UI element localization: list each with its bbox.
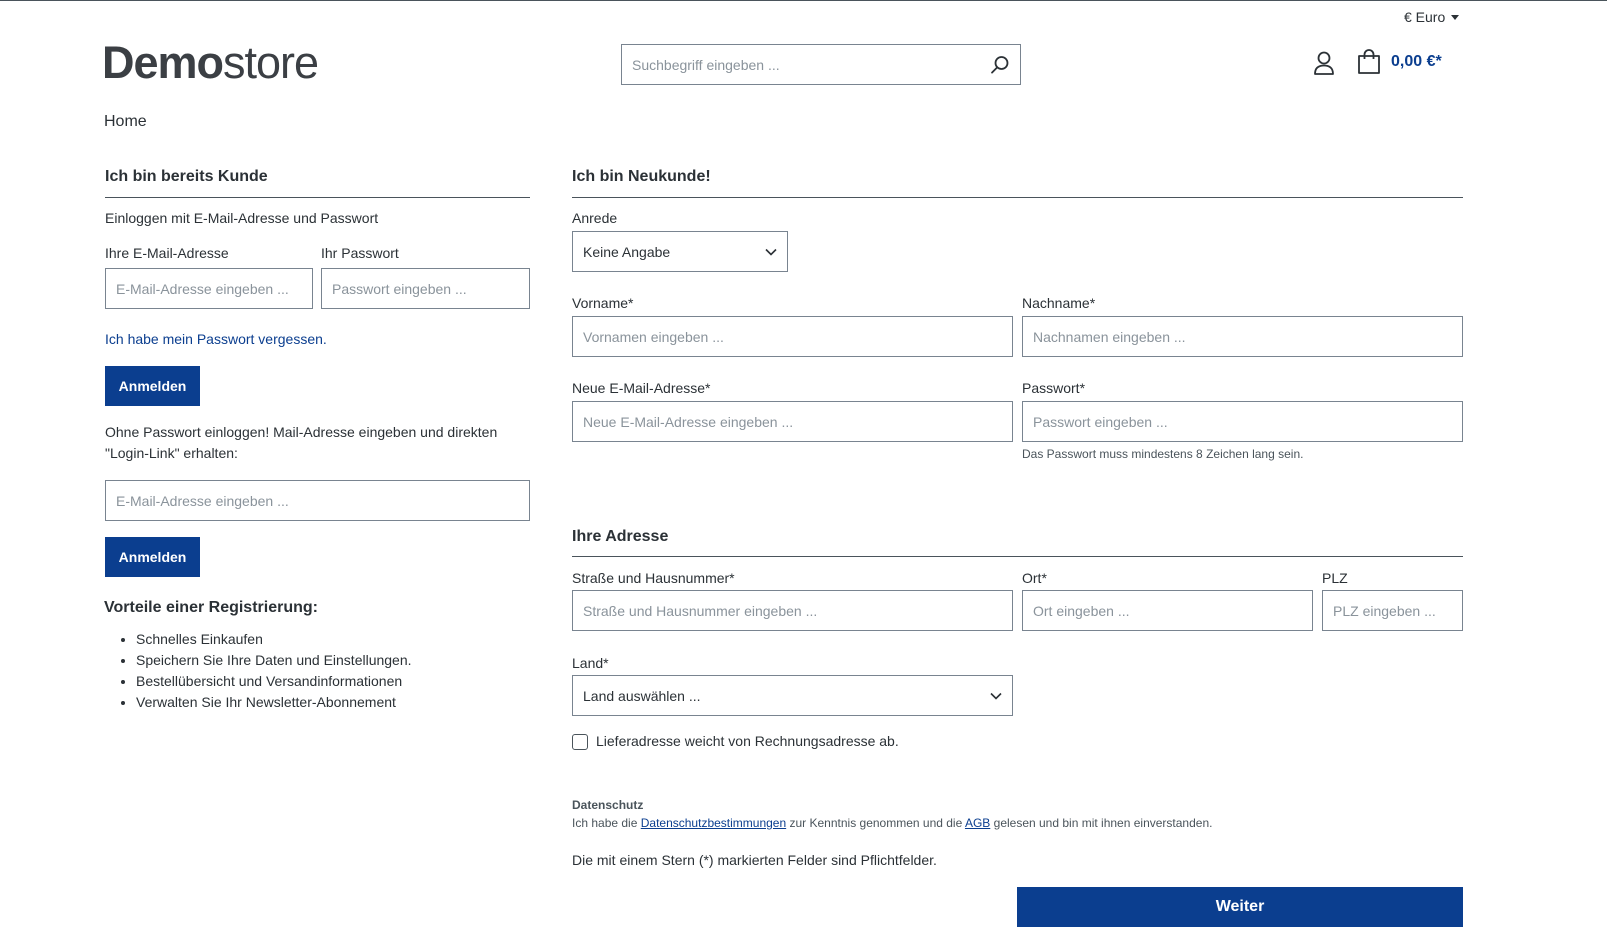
benefits-title: Vorteile einer Registrierung: [104, 599, 318, 616]
privacy-text-pre: Ich habe die [572, 816, 638, 830]
address-divider [572, 556, 1463, 557]
login-email-input[interactable] [105, 268, 313, 309]
login-divider [105, 197, 530, 198]
required-fields-note: Die mit einem Stern (*) markierten Felder sind Pflichtfelder. [572, 852, 937, 868]
privacy-text-post: gelesen und bin mit ihnen einverstanden. [993, 816, 1213, 830]
benefit-item: • Bestellübersicht und Versandinformationen [136, 671, 412, 692]
salutation-select[interactable] [572, 231, 788, 272]
register-password-input[interactable] [1022, 401, 1463, 442]
lastname-label: Nachname* [1022, 295, 1096, 311]
agb-link[interactable]: AGB [964, 816, 991, 830]
search-bar [621, 44, 1021, 85]
zip-input[interactable] [1322, 590, 1463, 631]
passwordless-email-input[interactable] [105, 480, 530, 521]
logo-light: store [223, 37, 319, 88]
privacy-title: Datenschutz [572, 798, 644, 812]
login-email-label: Ihre E-Mail-Adresse [105, 245, 229, 261]
login-intro: Einloggen mit E-Mail-Adresse und Passwort [105, 210, 379, 226]
register-submit-button[interactable]: Weiter [1017, 887, 1463, 927]
benefit-item: • Schnelles Einkaufen [136, 629, 412, 650]
breadcrumb-home[interactable]: Home [104, 113, 147, 130]
firstname-label: Vorname* [572, 295, 634, 311]
register-title: Ich bin Neukunde! [572, 168, 711, 185]
salutation-value: Keine Angabe [583, 243, 671, 260]
street-label: Straße und Hausnummer* [572, 570, 735, 586]
login-password-input[interactable] [321, 268, 530, 309]
login-submit-button[interactable]: Anmelden [105, 366, 200, 406]
currency-label: € Euro [1404, 9, 1446, 25]
city-input[interactable] [1022, 590, 1313, 631]
privacy-text-mid: zur Kenntnis genommen und die [789, 816, 963, 830]
cart-button[interactable] [1357, 49, 1442, 75]
shipping-address-option[interactable] [572, 731, 899, 752]
benefit-item: • Verwalten Sie Ihr Newsletter-Abonnement [136, 692, 412, 713]
country-select[interactable] [572, 675, 1013, 716]
search-icon [990, 55, 1010, 75]
firstname-input[interactable] [572, 316, 1013, 357]
country-value: Land auswählen ... [583, 687, 701, 704]
caret-down-icon [1451, 15, 1459, 20]
benefit-item: • Speichern Sie Ihre Daten und Einstellungen. [136, 650, 412, 671]
shipping-address-label[interactable]: Lieferadresse weicht von Rechnungsadresse ab. [596, 733, 899, 749]
lastname-input[interactable] [1022, 316, 1463, 357]
cart-total: 0,00 €* [1391, 53, 1442, 70]
zip-label: PLZ [1322, 570, 1348, 586]
register-password-label: Passwort* [1022, 380, 1086, 396]
passwordless-submit-button[interactable]: Anmelden [105, 537, 200, 577]
shipping-address-checkbox[interactable] [572, 734, 588, 750]
login-title: Ich bin bereits Kunde [105, 168, 268, 185]
login-password-label: Ihr Passwort [321, 245, 399, 261]
password-hint: Das Passwort muss mindestens 8 Zeichen lang sein. [1022, 447, 1304, 461]
account-button[interactable] [1313, 51, 1337, 77]
chevron-down-icon [990, 692, 1002, 700]
chevron-down-icon [765, 248, 777, 256]
register-divider [572, 197, 1463, 198]
country-label: Land* [572, 655, 609, 671]
shopping-bag-icon [1357, 49, 1381, 75]
currency-selector[interactable] [1404, 9, 1459, 25]
user-icon [1313, 51, 1335, 75]
benefits-list [104, 629, 412, 713]
logo-bold: Demo [102, 37, 224, 88]
street-input[interactable] [572, 590, 1013, 631]
privacy-text [572, 816, 1212, 830]
breadcrumb[interactable] [104, 113, 147, 131]
register-email-label: Neue E-Mail-Adresse* [572, 380, 711, 396]
search-input[interactable] [632, 57, 980, 73]
privacy-policy-link[interactable]: Datenschutzbestimmungen [640, 816, 787, 830]
salutation-label: Anrede [572, 210, 618, 226]
city-label: Ort* [1022, 570, 1047, 586]
search-button[interactable] [980, 45, 1020, 84]
address-title: Ihre Adresse [572, 528, 669, 545]
forgot-password-link[interactable]: Ich habe mein Passwort vergessen. [105, 331, 327, 347]
store-logo[interactable] [102, 37, 318, 89]
passwordless-text: Ohne Passwort einloggen! Mail-Adresse eingeben und direkten "Login-Link" erhalten: [105, 424, 498, 461]
register-email-input[interactable] [572, 401, 1013, 442]
